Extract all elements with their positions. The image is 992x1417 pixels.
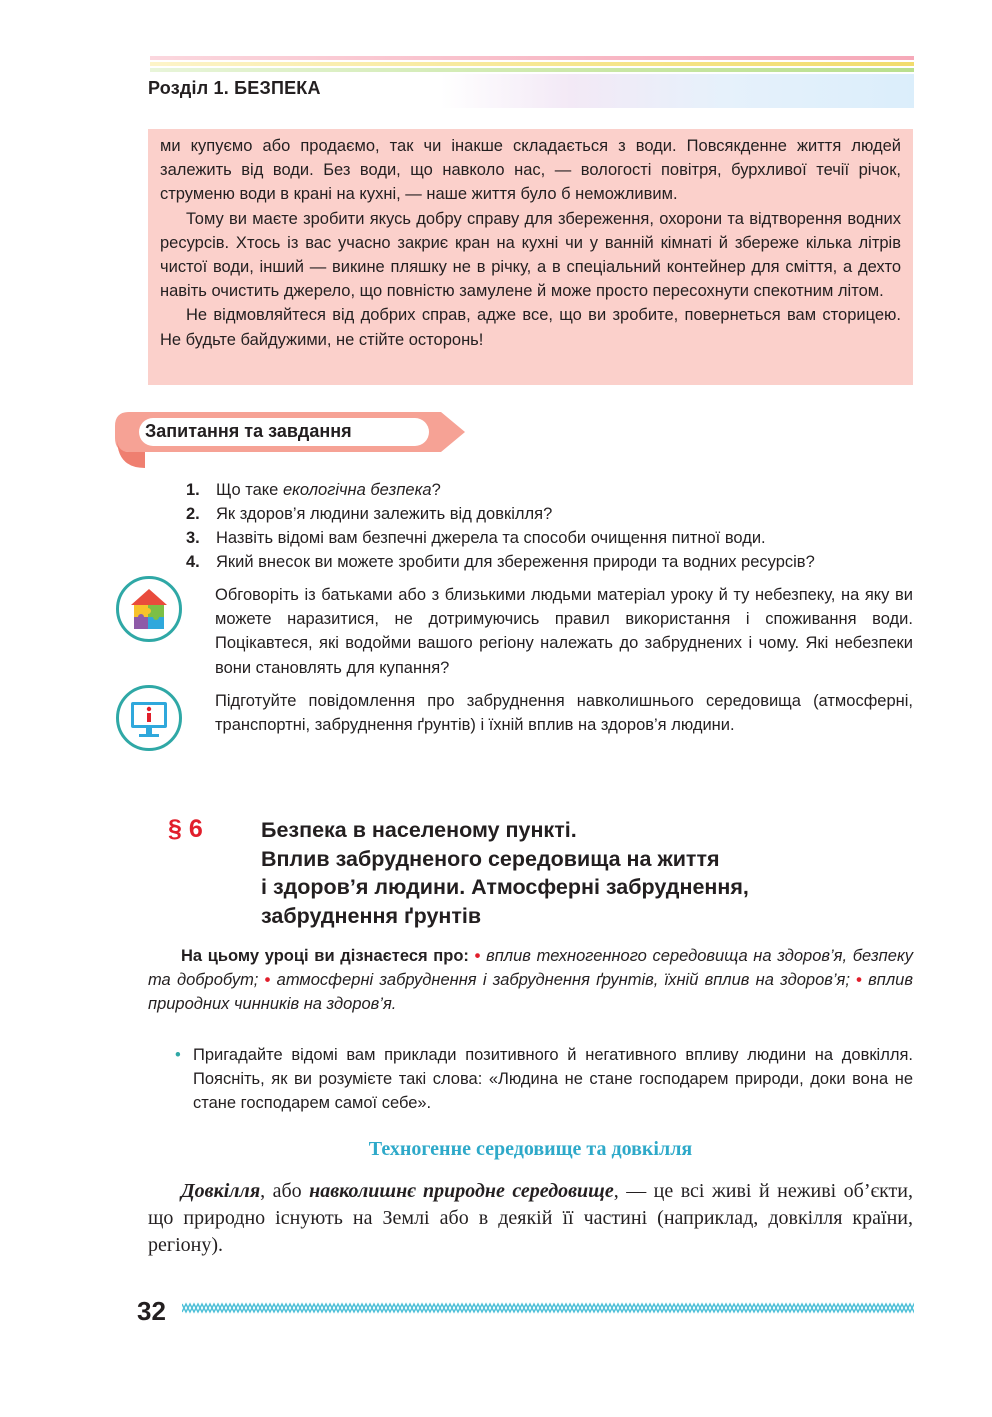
question-text: Як здоров’я людини залежить від довкілля? (216, 505, 553, 523)
header-stripe-green (150, 68, 914, 72)
header-stripe-yellow (150, 62, 914, 66)
body-text (148, 1178, 913, 1259)
intro-paragraph: ми купуємо або продаємо, так чи інакше складається з води. Повсякденне життя людей залежить від води. Без води, що навколо нас, — вологості повітря, бурхливої течії річок, струменю води в крані на кухні, — наше життя було б неможливим. (160, 137, 901, 204)
question-item (186, 478, 926, 502)
remember-block (175, 1043, 913, 1115)
discuss-activity-text: Обговоріть із батьками або з близькими людьми матеріал уроку й ту небезпеку, на яку ви можете наразитися, не дотримуючись правил використання і споживання води. Поцікавтеся, які водойми вашого регіону належать до забруднених і чому. Які небезпеки вони становлять для купання? (215, 586, 913, 677)
paragraph-title-line: Вплив забрудненого середовища на життя (261, 846, 720, 871)
body-text-connector: , або (260, 1180, 310, 1202)
question-text-end: ? (431, 481, 441, 499)
info-monitor-icon (116, 685, 182, 751)
intro-box (148, 129, 913, 385)
paragraph-title-line: і здоров’я людини. Атмосферні забруднення, (261, 875, 749, 899)
lesson-intro (148, 944, 913, 1016)
question-number: 4. (186, 553, 200, 571)
page-number: 32 (137, 1296, 166, 1326)
bullet-icon: • (175, 1046, 181, 1064)
intro-paragraph: Тому ви маєте зробити якусь добру справу для збереження, охорони та відтворення водних ресурсів. Хтось із вас учасно закриє кран на кухні чи у ванній кімнаті й збереже кілька літрів чистої води, інший — викине пляшку не в річку, а в спеціальний контейнер для сміття, а дехто навіть очистить джерело, що повністю замулене й може просто пересохнути спекотним літом. (160, 209, 901, 301)
lesson-intro-item: атмосферні забруднення і забруднення ґрунтів, їхній вплив на здоров’я; (276, 971, 850, 989)
bullet-icon: • (264, 971, 271, 989)
paragraph-title (261, 816, 901, 930)
paragraph-title-line: Безпека в населеному пункті. (261, 818, 577, 842)
puzzle-house-icon (116, 576, 182, 642)
body-text-definition: , — це всі живі й неживі об’єкти, що природно існують на Землі або в деякій її частині (наприклад, довкілля країни, регіону). (148, 1180, 914, 1256)
term-environment: Довкілля (181, 1180, 261, 1202)
term-natural-environment: навколишнє природне середовище (309, 1180, 614, 1202)
lesson-intro-item: вплив природних чинників на здоров’я. (148, 971, 913, 1013)
question-number: 2. (186, 505, 200, 523)
question-number: 1. (186, 481, 200, 499)
questions-list (186, 478, 926, 574)
questions-title: Запитання та завдання (145, 421, 352, 441)
paragraph-title-line: забруднення ґрунтів (261, 903, 482, 928)
paragraph-number: § 6 (168, 815, 203, 843)
info-activity-text: Підготуйте повідомлення про забруднення навколишнього середовища (атмосферні, транспортні, забруднення ґрунтів) і їхній вплив на здоров’я людини. (215, 692, 913, 735)
question-item (186, 526, 926, 550)
subheading: Техногенне середовище та довкілля (368, 1138, 693, 1160)
intro-paragraph: Не відмовляйтеся від добрих справ, адже все, що ви зробите, повернеться вам сторицею. Не будьте байдужими, не стійте осторонь! (160, 306, 901, 349)
bullet-icon: • (856, 971, 862, 989)
wave-divider (182, 1301, 914, 1315)
section-title: Розділ 1. БЕЗПЕКА (148, 78, 321, 98)
question-term: екологічна безпека (282, 481, 432, 499)
remember-text: Пригадайте відомі вам приклади позитивного й негативного впливу людини на довкілля. Поясніть, як ви розумієте такі слова: «Людина не стане господарем природи, доки вона не стане господарем самої себе». (193, 1046, 913, 1112)
question-number: 3. (186, 529, 200, 547)
question-text: Назвіть відомі вам безпечні джерела та способи очищення питної води. (216, 529, 766, 547)
question-item (186, 502, 926, 526)
header-stripe-pink (150, 56, 914, 60)
question-text: Який внесок ви можете зробити для збереження природи та водних ресурсів? (216, 553, 815, 571)
lesson-intro-item: вплив техногенного середовища на здоров’я, безпеку та добробут; (148, 947, 913, 989)
question-item (186, 550, 926, 574)
bullet-icon: • (474, 947, 481, 965)
question-text: Що таке (216, 481, 283, 499)
lesson-intro-lead: На цьому уроці ви дізнаєтеся про: (181, 947, 469, 965)
